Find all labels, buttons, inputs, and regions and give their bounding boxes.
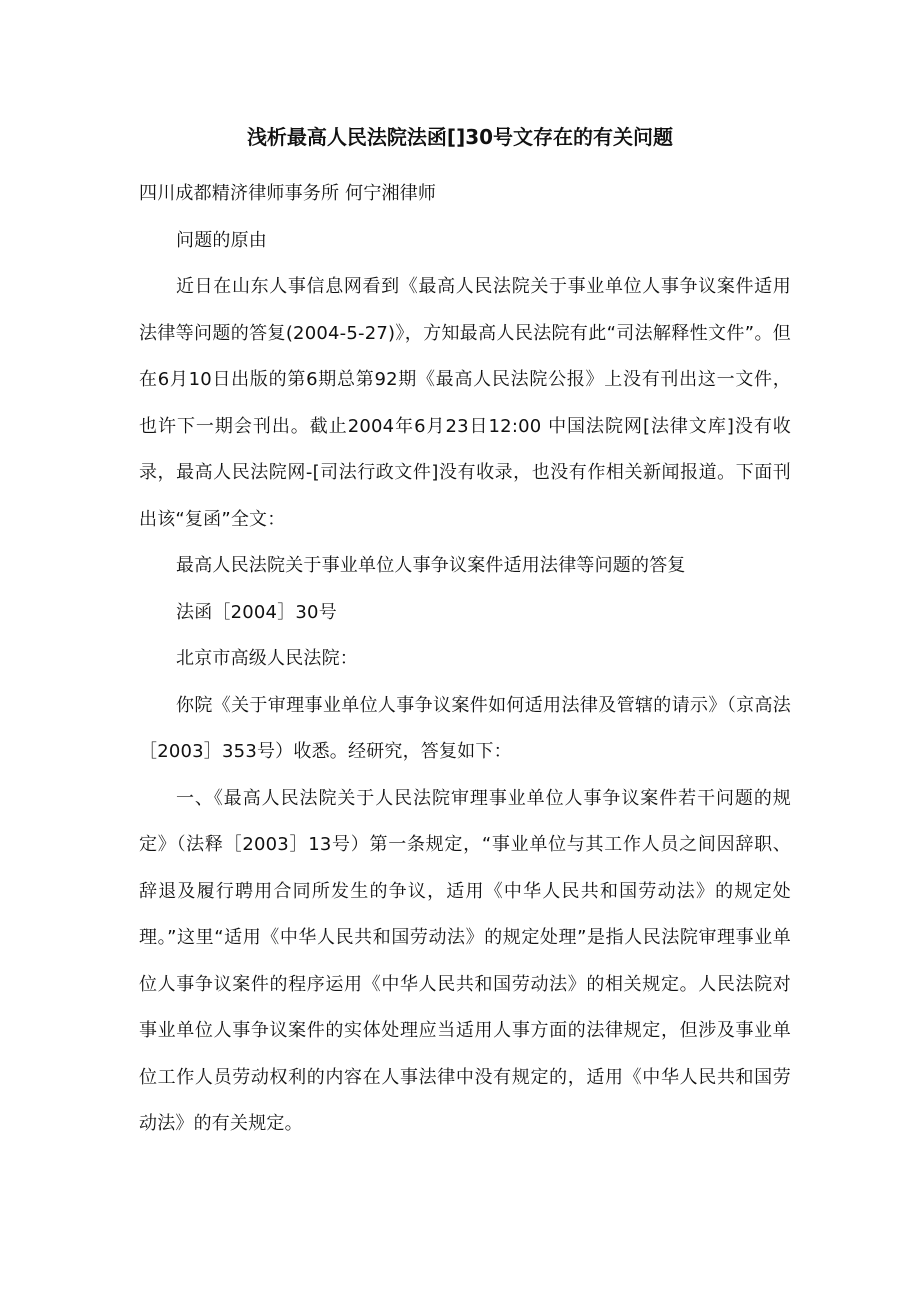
paragraph: 近日在山东人事信息网看到《最高人民法院关于事业单位人事争议案件适用法律等问题的答复(2004-5-27)》，方知最高人民法院有此“司法解释性文件”。但在6月10日出版的第6期总第92期《最高人民法院公报》上没有刊出这一文件，也许下一期会刊出。截止2004年6月23日12:00 中国法院网[法律文库]没有收录，最高人民法院网-[司法行政文件]没有收录，也没有作相关新闻报道。下面刊出该“复函”全文： xyxy=(139,276,791,530)
paragraph: 你院《关于审理事业单位人事争议案件如何适用法律及管辖的请示》（京高法［2003］353号）收悉。经研究，答复如下： xyxy=(139,694,791,762)
section-heading: 问题的原由 xyxy=(176,229,267,251)
document-number: 法函［2004］30号 xyxy=(176,601,337,623)
author-line: 四川成都精济律师事务所 何宁湘律师 xyxy=(139,183,437,204)
document-title: 浅析最高人民法院法函[]30号文存在的有关问题 xyxy=(246,125,674,149)
reply-title: 最高人民法院关于事业单位人事争议案件适用法律等问题的答复 xyxy=(176,555,686,576)
paragraph: 一、《最高人民法院关于人民法院审理事业单位人事争议案件若干问题的规定》（法释［2003］13号）第一条规定，“事业单位与其工作人员之间因辞职、辞退及履行聘用合同所发生的争议，适用《中华人民共和国劳动法》的规定处理。”这里“适用《中华人民共和国劳动法》的规定处理”是指人民法院审理事业单位人事争议案件的程序运用《中华人民共和国劳动法》的相关规定。人民法院对事业单位人事争议案件的实体处理应当适用人事方面的法律规定，但涉及事业单位工作人员劳动权利的内容在人事法律中没有规定的，适用《中华人民共和国劳动法》的有关规定。 xyxy=(139,787,791,1134)
addressee: 北京市高级人民法院： xyxy=(176,648,358,669)
document-body xyxy=(139,171,791,1148)
